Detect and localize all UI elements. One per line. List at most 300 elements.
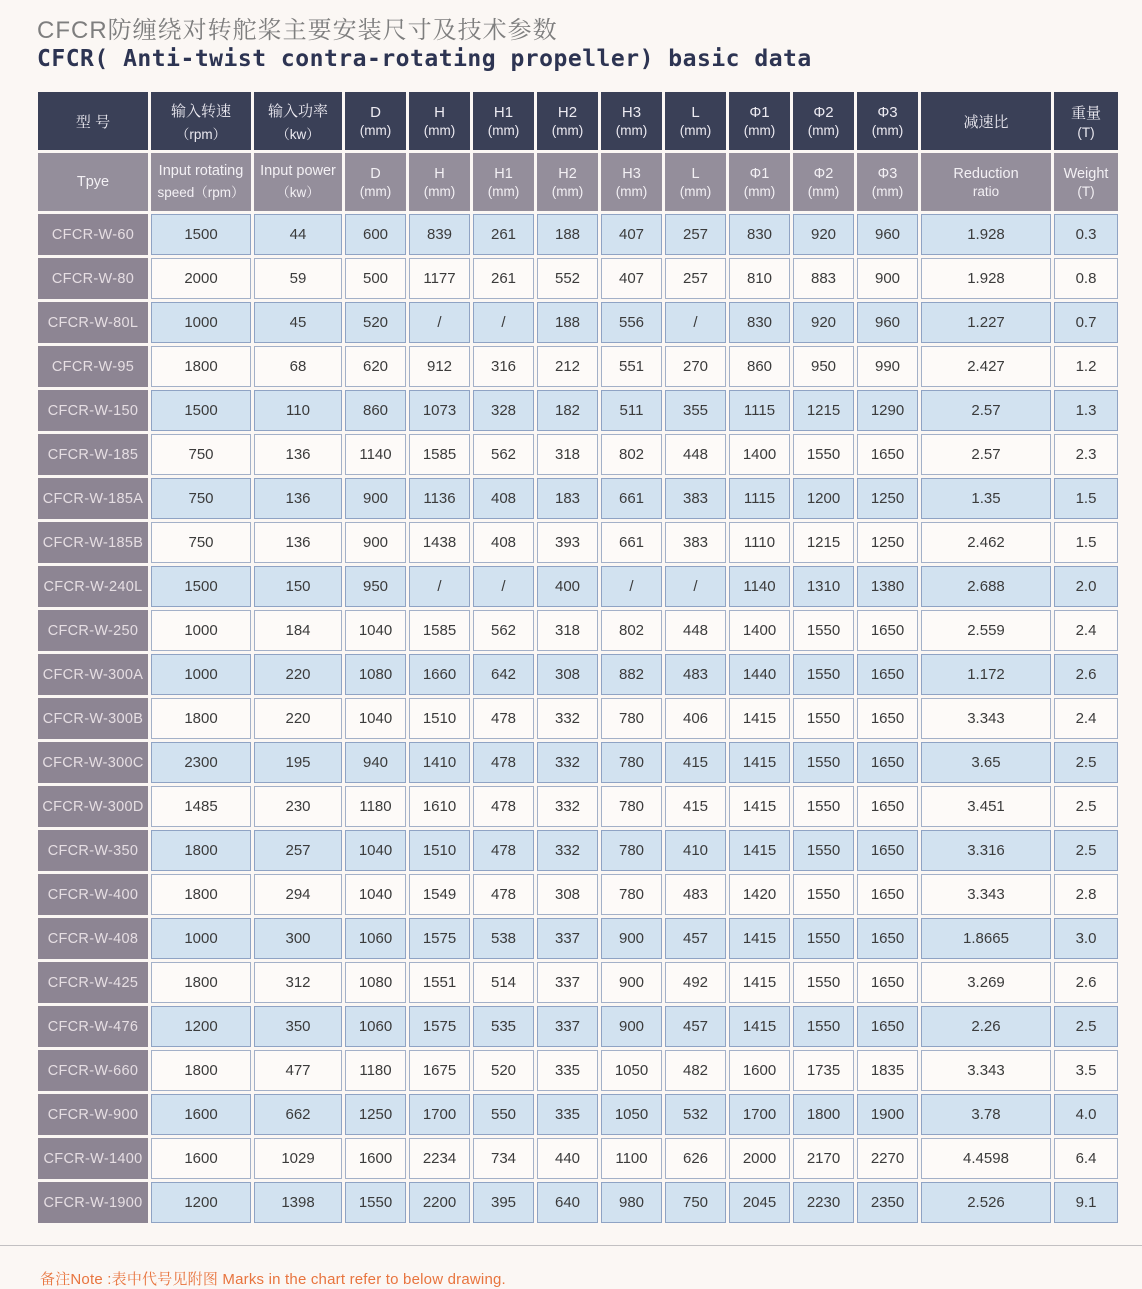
data-cell: 457 — [665, 918, 726, 959]
data-cell: 448 — [665, 610, 726, 651]
data-cell: 1050 — [601, 1050, 662, 1091]
spec-table — [35, 89, 1121, 1226]
data-cell: 1700 — [729, 1094, 790, 1135]
data-cell: 2.57 — [921, 390, 1051, 431]
data-cell: 1550 — [345, 1182, 406, 1223]
header-cell: H (mm) — [409, 92, 470, 150]
data-cell: / — [665, 566, 726, 607]
table-row — [38, 698, 1118, 739]
data-cell: 270 — [665, 346, 726, 387]
table-row — [38, 874, 1118, 915]
data-cell: 1250 — [857, 478, 918, 519]
data-cell: 1650 — [857, 654, 918, 695]
data-cell: 883 — [793, 258, 854, 299]
data-cell: 2230 — [793, 1182, 854, 1223]
table-row — [38, 918, 1118, 959]
data-cell: 1250 — [345, 1094, 406, 1135]
data-cell: 830 — [729, 302, 790, 343]
data-cell: 1110 — [729, 522, 790, 563]
page-title-zh: CFCR防缠绕对转舵桨主要安装尺寸及技术参数 — [37, 17, 558, 44]
data-cell: 2.462 — [921, 522, 1051, 563]
model-cell: CFCR-W-660 — [38, 1050, 148, 1091]
data-cell: 1000 — [151, 918, 251, 959]
data-cell: 960 — [857, 302, 918, 343]
data-cell: 1290 — [857, 390, 918, 431]
data-cell: 1551 — [409, 962, 470, 1003]
data-cell: 415 — [665, 786, 726, 827]
header-cell: H2 (mm) — [537, 92, 598, 150]
data-cell: 552 — [537, 258, 598, 299]
table-row — [38, 390, 1118, 431]
data-cell: 810 — [729, 258, 790, 299]
data-cell: 3.451 — [921, 786, 1051, 827]
data-cell: 500 — [345, 258, 406, 299]
data-cell: 520 — [473, 1050, 534, 1091]
data-cell: 184 — [254, 610, 342, 651]
data-cell: 482 — [665, 1050, 726, 1091]
data-cell: 410 — [665, 830, 726, 871]
header-cell: H1 (mm) — [473, 153, 534, 211]
data-cell: 308 — [537, 874, 598, 915]
data-cell: 1900 — [857, 1094, 918, 1135]
header-cell: D (mm) — [345, 153, 406, 211]
data-cell: 780 — [601, 830, 662, 871]
data-cell: 1420 — [729, 874, 790, 915]
table-row — [38, 610, 1118, 651]
data-cell: 328 — [473, 390, 534, 431]
data-cell: 1140 — [729, 566, 790, 607]
header-cell: Φ1 (mm) — [729, 92, 790, 150]
data-cell: 220 — [254, 698, 342, 739]
data-cell: 261 — [473, 258, 534, 299]
data-cell: 355 — [665, 390, 726, 431]
data-cell: 662 — [254, 1094, 342, 1135]
data-cell: 183 — [537, 478, 598, 519]
data-cell: 1000 — [151, 610, 251, 651]
data-cell: 1550 — [793, 786, 854, 827]
data-cell: 492 — [665, 962, 726, 1003]
data-cell: 1000 — [151, 302, 251, 343]
header-cell: Tpye — [38, 153, 148, 211]
data-cell: 750 — [151, 478, 251, 519]
data-cell: 830 — [729, 214, 790, 255]
table-row — [38, 1006, 1118, 1047]
data-cell: 150 — [254, 566, 342, 607]
data-cell: / — [665, 302, 726, 343]
model-cell: CFCR-W-185A — [38, 478, 148, 519]
data-cell: 1180 — [345, 1050, 406, 1091]
data-cell: 1310 — [793, 566, 854, 607]
table-row — [38, 1050, 1118, 1091]
data-cell: 478 — [473, 786, 534, 827]
data-cell: 383 — [665, 478, 726, 519]
data-cell: 337 — [537, 918, 598, 959]
data-cell: 2350 — [857, 1182, 918, 1223]
data-cell: 1500 — [151, 214, 251, 255]
data-cell: 2300 — [151, 742, 251, 783]
data-cell: / — [601, 566, 662, 607]
header-cell: H (mm) — [409, 153, 470, 211]
data-cell: 316 — [473, 346, 534, 387]
data-cell: 2.526 — [921, 1182, 1051, 1223]
data-cell: 335 — [537, 1050, 598, 1091]
model-cell: CFCR-W-300A — [38, 654, 148, 695]
data-cell: 1400 — [729, 610, 790, 651]
data-cell: 1800 — [151, 698, 251, 739]
table-row — [38, 1094, 1118, 1135]
header-cell: H3 (mm) — [601, 153, 662, 211]
data-cell: 2.6 — [1054, 654, 1118, 695]
data-cell: / — [409, 302, 470, 343]
data-cell: 1415 — [729, 786, 790, 827]
spec-table-body — [38, 214, 1118, 1223]
header-cell: 重量 (T) — [1054, 92, 1118, 150]
header-cell: Input power （kw） — [254, 153, 342, 211]
model-cell: CFCR-W-900 — [38, 1094, 148, 1135]
data-cell: 2045 — [729, 1182, 790, 1223]
header-row-zh — [38, 92, 1118, 150]
data-cell: 9.1 — [1054, 1182, 1118, 1223]
data-cell: 960 — [857, 214, 918, 255]
data-cell: 68 — [254, 346, 342, 387]
data-cell: 1650 — [857, 874, 918, 915]
data-cell: 900 — [345, 522, 406, 563]
data-cell: 483 — [665, 874, 726, 915]
data-cell: 478 — [473, 874, 534, 915]
data-cell: 1550 — [793, 654, 854, 695]
data-cell: 1200 — [793, 478, 854, 519]
header-cell: Φ2 (mm) — [793, 153, 854, 211]
model-cell: CFCR-W-95 — [38, 346, 148, 387]
data-cell: 2200 — [409, 1182, 470, 1223]
data-cell: 332 — [537, 786, 598, 827]
data-cell: 1585 — [409, 434, 470, 475]
data-cell: 1650 — [857, 698, 918, 739]
data-cell: 1600 — [729, 1050, 790, 1091]
data-cell: 337 — [537, 1006, 598, 1047]
data-cell: 308 — [537, 654, 598, 695]
header-cell: H3 (mm) — [601, 92, 662, 150]
data-cell: 860 — [729, 346, 790, 387]
data-cell: 1415 — [729, 830, 790, 871]
data-cell: 408 — [473, 478, 534, 519]
data-cell: 1800 — [151, 346, 251, 387]
data-cell: 1550 — [793, 962, 854, 1003]
data-cell: 2.5 — [1054, 830, 1118, 871]
data-cell: 920 — [793, 214, 854, 255]
data-cell: 383 — [665, 522, 726, 563]
data-cell: 1510 — [409, 830, 470, 871]
data-cell: 440 — [537, 1138, 598, 1179]
spec-table-head — [38, 92, 1118, 211]
data-cell: 950 — [793, 346, 854, 387]
data-cell: 407 — [601, 214, 662, 255]
data-cell: 562 — [473, 610, 534, 651]
data-cell: 257 — [665, 258, 726, 299]
header-cell: Φ3 (mm) — [857, 153, 918, 211]
data-cell: 1800 — [151, 1050, 251, 1091]
data-cell: 2.0 — [1054, 566, 1118, 607]
model-cell: CFCR-W-185B — [38, 522, 148, 563]
header-cell: Φ3 (mm) — [857, 92, 918, 150]
data-cell: 220 — [254, 654, 342, 695]
data-cell: 3.0 — [1054, 918, 1118, 959]
data-cell: 59 — [254, 258, 342, 299]
header-cell: Φ2 (mm) — [793, 92, 854, 150]
data-cell: 750 — [665, 1182, 726, 1223]
table-row — [38, 214, 1118, 255]
data-cell: 900 — [601, 918, 662, 959]
data-cell: 1029 — [254, 1138, 342, 1179]
data-cell: 556 — [601, 302, 662, 343]
model-cell: CFCR-W-476 — [38, 1006, 148, 1047]
data-cell: 551 — [601, 346, 662, 387]
data-cell: 550 — [473, 1094, 534, 1135]
data-cell: 1800 — [151, 874, 251, 915]
data-cell: / — [473, 566, 534, 607]
data-cell: 750 — [151, 434, 251, 475]
table-row — [38, 346, 1118, 387]
data-cell: 294 — [254, 874, 342, 915]
data-cell: 1250 — [857, 522, 918, 563]
data-cell: 2.57 — [921, 434, 1051, 475]
data-cell: 912 — [409, 346, 470, 387]
data-cell: 136 — [254, 478, 342, 519]
data-cell: 1550 — [793, 610, 854, 651]
data-cell: 1115 — [729, 390, 790, 431]
data-cell: 136 — [254, 522, 342, 563]
header-cell: 输入功率 （kw） — [254, 92, 342, 150]
data-cell: 1650 — [857, 742, 918, 783]
data-cell: 950 — [345, 566, 406, 607]
data-cell: 2.427 — [921, 346, 1051, 387]
data-cell: 600 — [345, 214, 406, 255]
header-cell: Φ1 (mm) — [729, 153, 790, 211]
data-cell: 312 — [254, 962, 342, 1003]
data-cell: 332 — [537, 698, 598, 739]
data-cell: 1550 — [793, 874, 854, 915]
data-cell: 1.928 — [921, 214, 1051, 255]
data-cell: 400 — [537, 566, 598, 607]
data-cell: 407 — [601, 258, 662, 299]
data-cell: 1550 — [793, 698, 854, 739]
model-cell: CFCR-W-425 — [38, 962, 148, 1003]
data-cell: 900 — [601, 962, 662, 1003]
data-cell: 882 — [601, 654, 662, 695]
header-cell: L (mm) — [665, 153, 726, 211]
model-cell: CFCR-W-150 — [38, 390, 148, 431]
data-cell: 3.343 — [921, 874, 1051, 915]
data-cell: 110 — [254, 390, 342, 431]
header-cell: Reduction ratio — [921, 153, 1051, 211]
data-cell: 661 — [601, 478, 662, 519]
data-cell: 318 — [537, 610, 598, 651]
data-cell: 1.928 — [921, 258, 1051, 299]
data-cell: 415 — [665, 742, 726, 783]
data-cell: 2.688 — [921, 566, 1051, 607]
data-cell: 1140 — [345, 434, 406, 475]
data-cell: 1660 — [409, 654, 470, 695]
data-cell: 44 — [254, 214, 342, 255]
data-cell: 4.0 — [1054, 1094, 1118, 1135]
table-row — [38, 258, 1118, 299]
data-cell: 734 — [473, 1138, 534, 1179]
data-cell: 1800 — [793, 1094, 854, 1135]
data-cell: 1600 — [151, 1094, 251, 1135]
data-cell: 300 — [254, 918, 342, 959]
data-cell: 780 — [601, 874, 662, 915]
data-cell: 1040 — [345, 830, 406, 871]
model-cell: CFCR-W-80L — [38, 302, 148, 343]
footnote: 备注Note :表中代号见附图 Marks in the chart refer to below drawing. — [40, 1271, 506, 1288]
data-cell: 1.5 — [1054, 522, 1118, 563]
header-cell: Input rotating speed（rpm） — [151, 153, 251, 211]
data-cell: 1550 — [793, 742, 854, 783]
table-row — [38, 522, 1118, 563]
table-row — [38, 302, 1118, 343]
data-cell: 1835 — [857, 1050, 918, 1091]
data-cell: 350 — [254, 1006, 342, 1047]
data-cell: 0.7 — [1054, 302, 1118, 343]
model-cell: CFCR-W-1400 — [38, 1138, 148, 1179]
model-cell: CFCR-W-1900 — [38, 1182, 148, 1223]
table-row — [38, 962, 1118, 1003]
data-cell: 3.316 — [921, 830, 1051, 871]
data-cell: 332 — [537, 742, 598, 783]
data-cell: 2.5 — [1054, 742, 1118, 783]
data-cell: 1600 — [151, 1138, 251, 1179]
data-cell: 520 — [345, 302, 406, 343]
data-cell: 261 — [473, 214, 534, 255]
model-cell: CFCR-W-300B — [38, 698, 148, 739]
data-cell: / — [409, 566, 470, 607]
data-cell: 335 — [537, 1094, 598, 1135]
data-cell: 1.5 — [1054, 478, 1118, 519]
data-cell: 1380 — [857, 566, 918, 607]
data-cell: 2.26 — [921, 1006, 1051, 1047]
data-cell: 0.8 — [1054, 258, 1118, 299]
data-cell: 478 — [473, 830, 534, 871]
data-cell: 1050 — [601, 1094, 662, 1135]
data-cell: 212 — [537, 346, 598, 387]
data-cell: 136 — [254, 434, 342, 475]
data-cell: 188 — [537, 302, 598, 343]
data-cell: 1040 — [345, 698, 406, 739]
data-cell: 562 — [473, 434, 534, 475]
data-cell: 990 — [857, 346, 918, 387]
data-cell: 1650 — [857, 786, 918, 827]
data-cell: 2.5 — [1054, 786, 1118, 827]
header-cell: 型 号 — [38, 92, 148, 150]
data-cell: 642 — [473, 654, 534, 695]
data-cell: 1549 — [409, 874, 470, 915]
data-cell: 620 — [345, 346, 406, 387]
data-cell: 1650 — [857, 1006, 918, 1047]
data-cell: 1215 — [793, 522, 854, 563]
data-cell: 661 — [601, 522, 662, 563]
data-cell: 1610 — [409, 786, 470, 827]
model-cell: CFCR-W-60 — [38, 214, 148, 255]
data-cell: 3.343 — [921, 698, 1051, 739]
data-cell: 1700 — [409, 1094, 470, 1135]
data-cell: 1410 — [409, 742, 470, 783]
table-row — [38, 742, 1118, 783]
data-cell: 1415 — [729, 962, 790, 1003]
data-cell: 900 — [601, 1006, 662, 1047]
data-cell: 1438 — [409, 522, 470, 563]
data-cell: 1080 — [345, 962, 406, 1003]
data-cell: 318 — [537, 434, 598, 475]
data-cell: 477 — [254, 1050, 342, 1091]
data-cell: 2170 — [793, 1138, 854, 1179]
data-cell: 2000 — [151, 258, 251, 299]
header-row-en — [38, 153, 1118, 211]
data-cell: 640 — [537, 1182, 598, 1223]
header-cell: H1 (mm) — [473, 92, 534, 150]
data-cell: 1080 — [345, 654, 406, 695]
header-cell: L (mm) — [665, 92, 726, 150]
data-cell: 478 — [473, 698, 534, 739]
data-cell: 188 — [537, 214, 598, 255]
data-cell: 1180 — [345, 786, 406, 827]
data-cell: 257 — [665, 214, 726, 255]
data-cell: 1115 — [729, 478, 790, 519]
data-cell: 2.4 — [1054, 610, 1118, 651]
model-cell: CFCR-W-300D — [38, 786, 148, 827]
data-cell: 1.8665 — [921, 918, 1051, 959]
model-cell: CFCR-W-408 — [38, 918, 148, 959]
data-cell: 230 — [254, 786, 342, 827]
data-cell: 780 — [601, 698, 662, 739]
data-cell: 1398 — [254, 1182, 342, 1223]
data-cell: 406 — [665, 698, 726, 739]
data-cell: 3.65 — [921, 742, 1051, 783]
data-cell: 1550 — [793, 830, 854, 871]
data-cell: 1650 — [857, 434, 918, 475]
data-cell: 2.3 — [1054, 434, 1118, 475]
data-cell: 3.5 — [1054, 1050, 1118, 1091]
data-cell: 1.3 — [1054, 390, 1118, 431]
model-cell: CFCR-W-250 — [38, 610, 148, 651]
data-cell: 780 — [601, 742, 662, 783]
data-cell: 2.4 — [1054, 698, 1118, 739]
data-cell: / — [473, 302, 534, 343]
data-cell: 1650 — [857, 962, 918, 1003]
data-cell: 1550 — [793, 918, 854, 959]
table-row — [38, 786, 1118, 827]
data-cell: 1000 — [151, 654, 251, 695]
data-cell: 1100 — [601, 1138, 662, 1179]
data-cell: 393 — [537, 522, 598, 563]
data-cell: 3.343 — [921, 1050, 1051, 1091]
data-cell: 1073 — [409, 390, 470, 431]
data-cell: 0.3 — [1054, 214, 1118, 255]
table-row — [38, 566, 1118, 607]
data-cell: 257 — [254, 830, 342, 871]
data-cell: 538 — [473, 918, 534, 959]
data-cell: 182 — [537, 390, 598, 431]
data-cell: 1.172 — [921, 654, 1051, 695]
data-cell: 1500 — [151, 566, 251, 607]
data-cell: 1800 — [151, 962, 251, 1003]
header-cell: 输入转速 （rpm） — [151, 92, 251, 150]
data-cell: 2.5 — [1054, 1006, 1118, 1047]
data-cell: 1510 — [409, 698, 470, 739]
data-cell: 1675 — [409, 1050, 470, 1091]
data-cell: 395 — [473, 1182, 534, 1223]
table-row — [38, 654, 1118, 695]
data-cell: 1650 — [857, 830, 918, 871]
